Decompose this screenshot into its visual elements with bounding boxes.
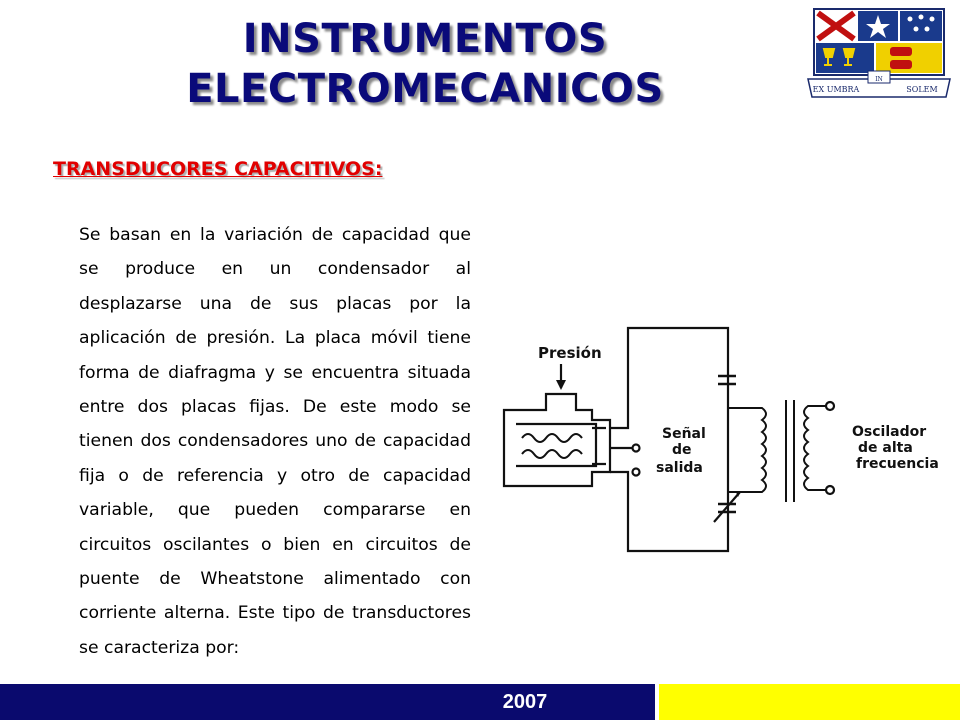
signal-label-line3: salida bbox=[656, 460, 703, 476]
oscillator-label-line2: de alta bbox=[858, 440, 913, 456]
footer-year: 2007 bbox=[502, 691, 548, 713]
crest-motto-right: SOLEM bbox=[906, 85, 938, 94]
transformer-core bbox=[786, 400, 794, 502]
footer-bar-right bbox=[659, 684, 960, 720]
section-heading: TRANSDUCORES CAPACITIVOS: bbox=[53, 158, 383, 180]
secondary-coil bbox=[804, 406, 826, 490]
pressure-label: Presión bbox=[538, 344, 602, 362]
pressure-arrow-head bbox=[556, 380, 566, 390]
oscillator-label-line3: frecuencia bbox=[856, 456, 939, 472]
transducer-body bbox=[504, 394, 610, 486]
output-terminal-top bbox=[633, 445, 640, 452]
crest-motto-center: IN bbox=[875, 76, 883, 83]
signal-label-line1: Señal bbox=[662, 426, 706, 442]
crest-motto-left: EX UMBRA bbox=[812, 85, 860, 94]
body-paragraph: Se basan en la variación de capacidad que se produce en un condensador al desplazarse una de sus placas por la aplicación de presión. La placa móvil tiene forma de diafragma y se encuentra situada entre dos placas fijas. De este modo se tienen dos condensadores uno de capacidad fija o de referencia y otro de capacidad variable, que pueden compararse en circuitos oscilantes o bien en circuitos de puente de Wheatstone alimentado con corriente alterna. Este tipo de transductores se caracteriza por: bbox=[79, 225, 471, 658]
oscillator-label-line1: Oscilador bbox=[852, 424, 927, 440]
signal-label-line2: de bbox=[672, 442, 692, 458]
output-terminal-bottom bbox=[633, 469, 640, 476]
oscillator-terminal-bottom bbox=[826, 486, 834, 494]
capacitive-transducer-circuit-diagram bbox=[496, 326, 946, 578]
slide-title: INSTRUMENTOS ELECTROMECANICOS bbox=[186, 16, 664, 112]
oscillator-terminal-top bbox=[826, 402, 834, 410]
primary-coil bbox=[728, 408, 766, 492]
university-crest-logo bbox=[806, 5, 952, 100]
